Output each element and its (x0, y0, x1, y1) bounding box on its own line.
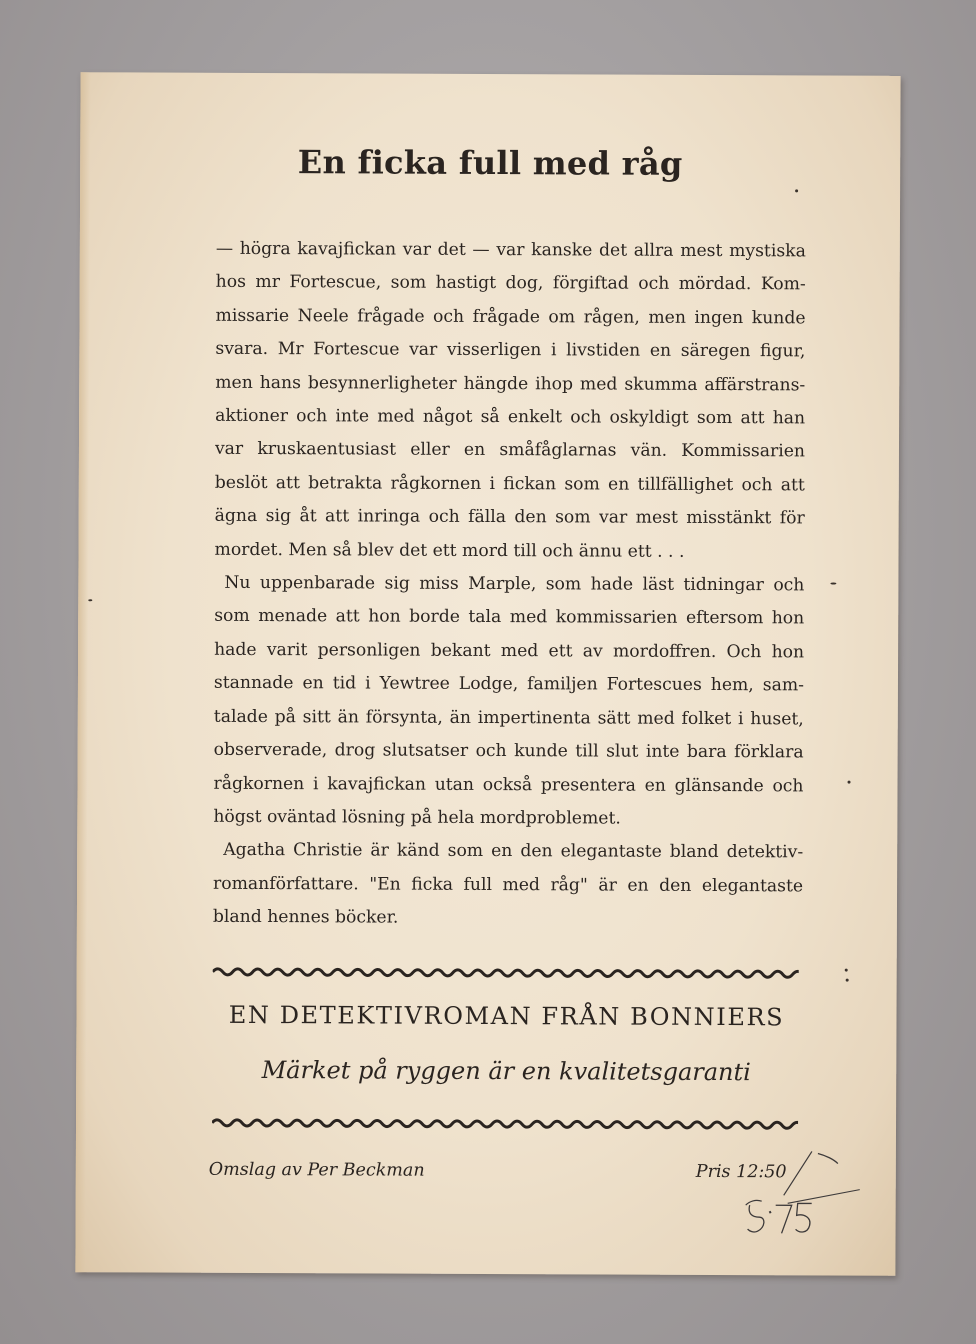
blurb-line: högst oväntad lösning på hela mordproblemet. (213, 806, 621, 829)
blurb-line: bland hennes böcker. (212, 906, 399, 928)
book-title: En ficka full med råg (297, 143, 683, 183)
paper-speck (88, 599, 92, 601)
blurb-line: rågkornen i kavajfickan utan också presentera en glänsande och (213, 773, 804, 796)
blurb-text (213, 233, 806, 937)
blurb-line: hos mr Fortescue, som hastigt dog, förgiftad och mördad. Kom- (215, 272, 806, 295)
handwritten-price-markup (726, 1145, 866, 1246)
decorative-wave-divider-bottom (212, 1117, 798, 1132)
blurb-line: Agatha Christie är känd som en den elegantaste bland detektiv- (223, 840, 804, 863)
paper-speck (848, 781, 851, 784)
decorative-wave-divider-top (213, 966, 799, 981)
series-slogan: Märket på ryggen är en kvalitetsgaranti (261, 1056, 751, 1087)
blurb-line: Nu uppenbarade sig miss Marple, som hade läst tidningar och (224, 572, 805, 596)
blurb-line: romanförfattare. "En ficka full med råg" är en den elegantaste (213, 873, 804, 897)
paper-speck (795, 189, 798, 192)
blurb-line: — högra kavajfickan var det — var kanske det allra mest mystiska (215, 238, 806, 262)
series-label: EN DETEKTIVROMAN FRÅN BONNIERS (228, 1000, 785, 1032)
blurb-line: mordet. Men så blev det ett mord till och ännu ett . . . (214, 539, 685, 562)
paper-speck (830, 582, 836, 584)
blurb-line: aktioner och inte med något så enkelt och oskyldigt som att han (215, 405, 806, 429)
blurb-line: talade på sitt än försynta, än impertinenta sätt med folket i huset, (213, 706, 804, 730)
blurb-line: svara. Mr Fortescue var visserligen i livstiden en säregen figur, (215, 339, 806, 362)
blurb-line: men hans besynnerligheter hängde ihop med skumma affärstrans- (215, 372, 806, 396)
cover-credit: Omslag av Per Beckman (208, 1159, 425, 1181)
book-back-cover (75, 72, 900, 1276)
blurb-line: hade varit personligen bekant med ett av mordoffren. Och hon (214, 639, 805, 663)
paper-speck (846, 979, 849, 982)
blurb-line: observerade, drog slutsatser och kunde till slut inte bara förklara (213, 739, 804, 763)
paper-speck (845, 969, 848, 972)
blurb-line: ägna sig åt att inringa och fälla den som var mest misstänkt för (214, 506, 805, 529)
blurb-line: stannade en tid i Yewtree Lodge, familjen Fortescues hem, sam- (213, 673, 804, 696)
blurb-line: beslöt att betrakta rågkornen i fickan som en tillfällighet och att (214, 472, 805, 496)
wave-line (213, 969, 799, 978)
wave-line (212, 1120, 798, 1129)
printed-price: Pris 12:50 (695, 1161, 787, 1183)
blurb-line: var kruskaentusiast eller en småfåglarnas vän. Kommissarien (214, 439, 806, 462)
blurb-line: missarie Neele frågade och frågade om rågen, men ingen kunde (215, 305, 806, 329)
blurb-line: som menade att hon borde tala med kommissarien eftersom hon (214, 606, 805, 629)
